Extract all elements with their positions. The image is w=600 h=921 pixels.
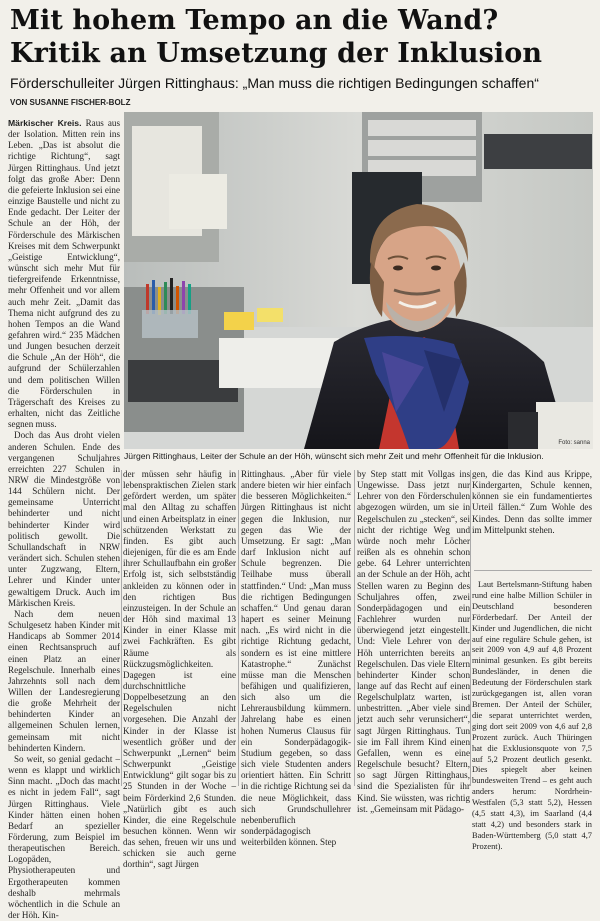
column-divider [470,470,471,786]
article-column-2 [123,469,236,870]
paragraph-text: Raus aus der Isolation. Mitten rein ins Leben. „Das ist absolut die richtige Richtung“, sagt Jürgen Rittinghaus. Und jetzt folgt das große Aber: Denn die gefeierte Inklusion sei eine einzige Baustelle und nicht zu Ende gedacht. Der Leiter der Schule an der Höh, der Förderschule des Märkischen Kreises mit dem Schwerpunkt „Geistige Entwicklung“, wünscht sich mehr Mut für tiefergreifende Erkenntnisse, mehr Offenheit und vor allem auch mehr Zeit. „Damit das Thema nicht aufgrund des zu hohen Tempos an die Wand gefahren wird.“ 235 Mädchen und Jungen besuchen derzeit die Schule „An der Höh“, die aufgrund der Schülerzahlen und dem politischen Willen die Förderschulen in Trägerschaft des Kreises zu erhalten, nicht das Zeitliche segnen muss. [8,118,120,430]
article-column-3 [241,469,351,848]
paragraph: Rittinghaus. „Aber für viele andere bieten wir hier einfach die besseren Möglichkeiten.“ Jürgen Rittinghaus ist nicht gegen die Inklusion, nur gegen das Wie der Umsetzung. Er sagt: „Man darf Inklusion nicht auf Schule begrenzen. Die Teilhabe muss überall stattfinden.“ Und: „Man muss die richtigen Bedingungen schaffen.“ Und genau daran hapert es seiner Meinung nach. „Es wird nicht in die richtige Richtung gedacht, sondern es ist eine mittlere Katastrophe.“ Zunächst müsse man die Menschen befähigen und qualifizieren, sich also um die Lehrerausbildung kümmern. Jahrelang habe es einen hohen Numerus Clausus für ein Sonderpädagogik-Studium gegeben, so dass sich viele Studenten anders orientiert hätten. Ein Schritt in die richtige Richtung sei da die neue Möglichkeit, dass sich Grundschullehrer nebenberuflich sonderpädagogisch weiterbilden können. Step [241,469,351,848]
paragraph: by Step statt mit Vollgas ins Ungewisse. Dass jetzt nur Lehrer von den Förderschulen abgezogen würden, um sie in Regelschulen zu „stecken“, sei nicht der richtige Weg und würde noch mehr Löcher reißen als es ohnehin schon gebe. 64 Lehrer unterrichten an der Schule an der Höh, acht Stellen waren zu Beginn des Schuljahres offen, zwei Sonderpädagogen und ein Fachlehrer wurden nur überwiegend jetzt eingestellt. Und: Viele Lehrer von der Höh unterrichten bereits an Regelschulen. Das viele Eltern behinderter Kinder schon lange auf das Recht auf einen Regelschulplatz warten, ist unbestritten. „Aber viele sind jetzt auch sehr verunsichert“, sagt Jürgen Rittinghaus. Tun sie im Fall ihrem Kind einen Gefallen, wenn es eine Regelschule besucht? Eltern, so sagt Jürgen Rittinghaus, sind die Spezialisten für ihr Kind. Sie wüssten, was richtig ist. „Gemeinsam mit Pädago- [357,469,470,814]
column-divider [238,470,239,786]
photo-credit: Foto: sanna [558,440,590,446]
column-divider [354,470,355,786]
section-divider [474,570,592,571]
info-box [472,580,592,851]
byline: VON SUSANNE FISCHER-BOLZ [10,98,131,107]
headline-line-2: Kritik an Umsetzung der Inklusion [10,38,543,69]
article-column-5 [472,469,592,559]
paragraph: Nach dem neuen Schulgesetz haben Kinder mit Handicaps ab Sommer 2014 einen Rechtsanspruch auf einen Platz an einer Regelschule. Innerhalb eines Jahrzehnts soll nach dem Willen der Landesregierung die große Mehrheit der behinderten Kinder an allgemeinen Schulen lernen, gemeinsam mit nicht behinderten Kindern. [8,608,120,753]
info-paragraph: Laut Bertelsmann-Stiftung haben rund eine halbe Million Schüler in Deutschland besonderen Förderbedarf. Der Anteil der Kinder und Jugendlichen, die nicht auf eine reguläre Schule gehen, ist seit 2009 von 4,9 auf 4,8 Prozent minimal gesunken. Es gibt bereits Bundesländer, in denen die Bedeutung der Förderschulen stark zurückgegangen ist, allen voran Bremen. Der Anteil der Schüler, die separat unterrichtet werden, ging dort seit 2009 von 4,6 auf 2,8 Prozent zurück. Auch Thüringen hat die Exklusionsquote von 7,5 auf 5,2 Prozent deutlich gesenkt. Dies spiegelt aber keinen bundesweiten Trend – es geht auch anders herum: Nordrhein-Westfalen (5,3 statt 5,2), Hessen (4,5 statt 4,3), im Saarland (4,4 statt 4,2) und besonders stark in Baden-Württemberg (5,0 statt 4,7 Prozent). [472,580,592,851]
subheadline: Förderschulleiter Jürgen Rittinghaus: „Man muss die richtigen Bedingungen schaffen“ [10,75,539,91]
headline [10,4,595,70]
paragraph: gen, die das Kind aus Krippe, Kindergarten, Schule kennen, können sie ein fundamentiertes Urteil fällen.“ Zum Wohle des Kindes. Denn das sollte immer im Mittelpunkt stehen. [472,469,592,535]
dateline: Märkischer Kreis. [8,118,82,128]
article-column-4 [357,469,470,814]
photo-illustration [124,112,593,449]
article-photo [124,112,593,449]
paragraph: der müssen sehr häufig in lebenspraktischen Zielen stark gefördert werden, um später mal den Alltag zu schaffen und einen Arbeitsplatz in einer schützenden Werkstatt zu finden. Es gibt auch diejenigen, für die es am Ende ihrer Schullaufbahn ein großer Erfolg ist, sich selbstständig ankleiden zu können oder in den richtigen Bus einzusteigen. In der Schule an der Höh sind maximal 13 Kinder in einer Klasse mit zwei Fachkräften. Es gibt Räume als Rückzugsmöglichkeiten. Dagegen ist eine durchschnittliche Doppelbesetzung an den Regelschulen nicht vorgesehen. Die Anzahl der Kinder in der Klasse ist wesentlich größer und der Schwerpunkt „Lernen“ beim Schwerpunkt „Geistige Entwicklung“ gilt sogar bis zu 25 Stunden in der Woche – beim Förderkind 2,6 Stunden. „Natürlich gibt es auch Kinder, die eine Regelschule besuchen können. Wenn wir das sehen, freuen wir uns und schicken sie auch gerne dorthin“, sagt Jürgen [123,469,236,870]
article-column-1 [8,118,120,921]
paragraph: So weit, so genial gedacht – wenn es klappt und wirklich Sinn macht. „Doch das macht es nicht in jedem Fall“, sagt Jürgen Rittinghaus. Viele Kinder hätten einen hohen Bedarf an spezieller Förderung, zum Beispiel im therapeutischen Bereich. Logopäden, Physiotherapeuten und Ergotherapeuten kommen deshalb mehrmals wöchentlich in die Schule an der Höh. Kin- [8,753,120,921]
lead-paragraph [8,118,120,430]
column-divider [121,470,122,786]
photo-caption: Jürgen Rittinghaus, Leiter der Schule an der Höh, wünscht sich mehr Zeit und mehr Offenheit für die Inklusion. [124,451,544,461]
paragraph: Doch das Aus droht vielen anderen Schulen. Ende des vergangenen Schuljahres erreichten 227 Schulen in NRW die Mindestgröße von 144 Schülern nicht. Der gemeinsame Unterricht behinderter und nicht behinderter Kinder wird politisch gewollt. Die Schullandschaft in NRW verändert sich. Schulen stehen unter Zugzwang, Eltern, Lehrer und Kinder unter gewaltigem Druck. Auch im Märkischen Kreis. [8,430,120,608]
headline-line-1: Mit hohem Tempo an die Wand? [10,5,499,36]
